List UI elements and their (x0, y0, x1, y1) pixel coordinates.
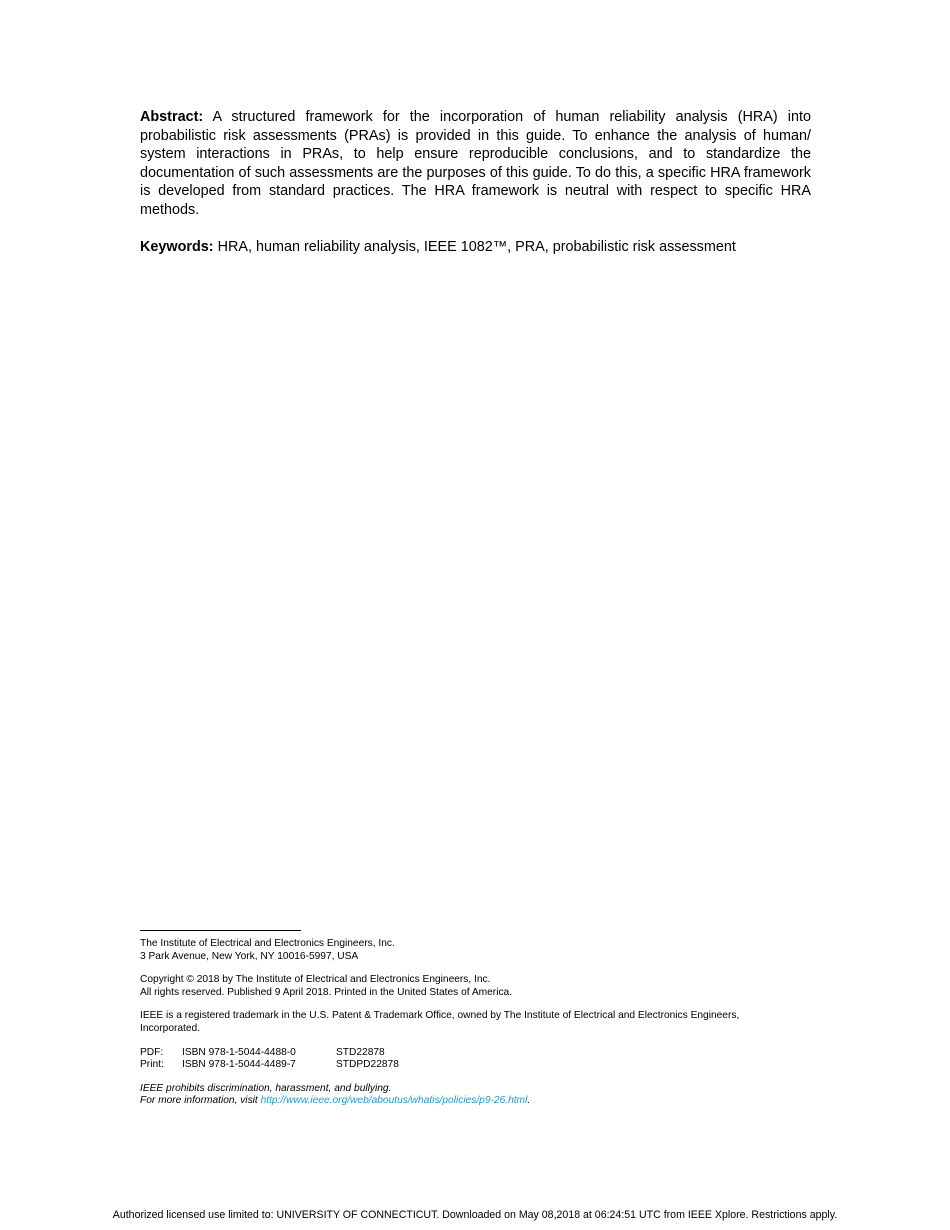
keywords-paragraph (140, 238, 811, 257)
abstract-paragraph (140, 108, 811, 220)
publisher-name: The Institute of Electrical and Electronics Engineers, Inc. (140, 938, 395, 949)
isbn-number: ISBN 978-1-5044-4488-0 (182, 1046, 296, 1058)
keywords-text: HRA, human reliability analysis, IEEE 1082™, PRA, probabilistic risk assessment (213, 239, 736, 255)
abstract-text: A structured framework for the incorporation of human reliability analysis (HRA) into probabilistic risk assessments (PRAs) is provided in this guide. To enhance the analysis of human/ system interactions in PRAs, to help ensure reproducible conclusions, and to standardize the documentation of such assessments are the purposes of this guide. To do this, a specific HRA framework is developed from standard practices. The HRA framework is neutral with respect to specific HRA methods. (140, 109, 811, 218)
isbn-row-pdf (140, 1047, 820, 1060)
isbn-number: ISBN 978-1-5044-4489-7 (182, 1059, 296, 1071)
keywords-label: Keywords: (140, 239, 214, 255)
footnote-rule (140, 930, 301, 931)
authorization-notice: Authorized licensed use limited to: UNIVERSITY OF CONNECTICUT. Downloaded on May 08,2018 at 06:24:51 UTC from IEEE Xplore. Restrictions apply. (112, 1209, 838, 1221)
publisher-address: 3 Park Avenue, New York, NY 10016-5997, USA (140, 950, 359, 962)
trademark-block (140, 1010, 820, 1035)
publisher-block (140, 938, 820, 963)
publication-footer (140, 930, 820, 1119)
copyright-line: Copyright © 2018 by The Institute of Electrical and Electronics Engineers, Inc. (140, 974, 491, 986)
policy-statement: IEEE prohibits discrimination, harassment, and bullying. (140, 1082, 392, 1094)
policy-link[interactable]: http://www.ieee.org/web/aboutus/whatis/policies/p9-26.html (260, 1095, 528, 1107)
isbn-format: PDF: (140, 1046, 164, 1058)
isbn-block (140, 1047, 820, 1072)
trademark-line-2: Incorporated. (140, 1022, 201, 1034)
trademark-line-1: IEEE is a registered trademark in the U.S. Patent & Trademark Office, owned by The Institute of Electrical and Electronics Engineers, (140, 1010, 740, 1022)
policy-more-prefix: For more information, visit (140, 1095, 261, 1107)
policy-more-info (140, 1095, 820, 1108)
policy-more-suffix: . (527, 1095, 531, 1107)
copyright-block (140, 974, 820, 999)
isbn-format: Print: (140, 1059, 164, 1071)
isbn-code: STD22878 (336, 1046, 385, 1058)
isbn-code: STDPD22878 (336, 1059, 399, 1071)
policy-block (140, 1083, 820, 1108)
isbn-row-print (140, 1059, 820, 1072)
abstract-label: Abstract: (140, 109, 204, 125)
rights-line: All rights reserved. Published 9 April 2018. Printed in the United States of America. (140, 986, 513, 998)
